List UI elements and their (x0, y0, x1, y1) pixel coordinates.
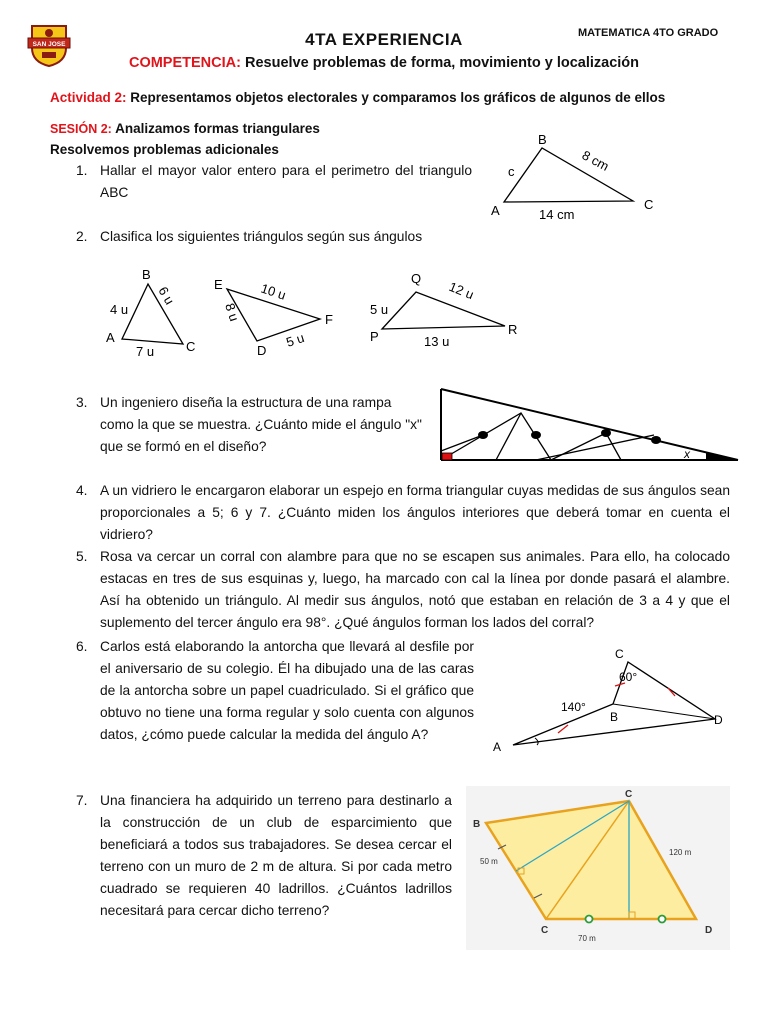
actividad-text: Representamos objetos electorales y comparamos los gráficos de algunos de ellos (126, 90, 666, 105)
vertex-a-label: A (491, 203, 500, 218)
actividad-line (50, 90, 665, 105)
torch-diagonal (613, 704, 715, 719)
t3-side-qr: 12 u (446, 278, 476, 303)
problem-text: Un ingeniero diseña la estructura de una rampa como la que se muestra. ¿Cuánto mide el ángulo "x" que se formó en el diseño? (100, 395, 422, 454)
problem-7 (76, 790, 454, 946)
side-50-label: 50 m (480, 857, 498, 866)
figure-ramp (436, 385, 742, 467)
right-angle-mark (442, 453, 452, 460)
problem-text: Hallar el mayor valor entero para el perimetro del triangulo ABC (100, 163, 472, 200)
ramp-joint (651, 436, 661, 444)
problem-text: Rosa va cercar un corral con alambre para que no se escapen sus animales. Para ello, ha colocado estacas en tres de sus esquinas y, luego, ha marcado con cal la línea por donde pasará el alambre. Así ha obtenido un triángulo. Al medir sus ángulos, notó que estaban en relación de 3 a 4 y que el suplemento del tercer ángulo era 98°. ¿Qué ángulos forman los lados del corral? (100, 549, 730, 630)
t1-side-ac: 7 u (136, 344, 155, 359)
page-title: 4TA EXPERIENCIA (305, 30, 463, 49)
side-120-label: 120 m (669, 848, 692, 857)
vertex-c-bottom-label: C (541, 925, 549, 936)
grade-label: MATEMATICA 4TO GRADO (578, 27, 719, 39)
sesion-text: Analizamos formas triangulares (111, 121, 320, 136)
midpoint-mark (659, 916, 666, 923)
midpoint-mark (586, 916, 593, 923)
ramp-strut (441, 435, 483, 451)
t1-vertex-a: A (106, 330, 115, 345)
problem-number: 7. (76, 793, 88, 808)
side-c-label: c (508, 164, 515, 179)
t2-side-ef: 10 u (259, 280, 288, 303)
figure-terrain (466, 786, 730, 950)
torch-shape (513, 662, 715, 745)
vertex-b-label: B (610, 710, 619, 724)
angle-b-label: 140° (561, 700, 586, 714)
ramp-joint (531, 431, 541, 439)
t1-vertex-c: C (186, 339, 196, 354)
sesion-line (50, 121, 320, 136)
vertex-b-label: B (473, 819, 481, 830)
problem-text: Clasifica los siguientes triángulos según sus ángulos (100, 229, 423, 244)
problem-5 (76, 546, 730, 636)
t1-side-ab: 4 u (110, 302, 129, 317)
triangle-abc-shape (504, 148, 633, 202)
ramp-hypotenuse (441, 389, 738, 460)
side-bc-label: 8 cm (579, 147, 612, 174)
competencia-text: Resuelve problemas de forma, movimiento y localización (240, 55, 640, 71)
side-70-label: 70 m (578, 934, 596, 943)
problem-4 (76, 480, 730, 548)
t3-vertex-q: Q (411, 271, 422, 286)
vertex-d-label: D (705, 925, 713, 936)
competencia-label: COMPETENCIA: (128, 55, 241, 71)
t2-side-ed: 8 u (222, 301, 242, 324)
problem-number: 4. (76, 483, 88, 498)
t2-side-df: 5 u (284, 330, 307, 350)
section-subtitle: Resolvemos problemas adicionales (50, 142, 279, 157)
problem-6 (76, 636, 476, 770)
problem-2 (76, 226, 496, 250)
t3-side-pr: 13 u (424, 334, 450, 349)
problem-text: Una financiera ha adquirido un terreno para destinarlo a la construcción de un club de esparcimiento que beneficiará a todos sus trabajadores. Se desea cercar el terreno con un muro de 2 m de altura. Si por cada metro cuadrado se requieren 40 ladrillos. ¿Cuántos ladrillos necesitará para cercar dicho terreno? (100, 793, 452, 918)
figure-triangle-abc (485, 130, 665, 225)
vertex-b-label: B (538, 132, 547, 147)
figure-torch (485, 645, 755, 755)
ramp-joint (601, 429, 611, 437)
angle-c-label: 60° (619, 670, 638, 684)
problem-text: Carlos está elaborando la antorcha que llevará al desfile por el aniversario de su colegio. Él ha dibujado una de las caras de la antorcha sobre un papel cuadriculado. Si el gráfico que obtuvo no tiene una forma regular y solo cuenta con algunos datos, ¿cómo puede calcular la medida del ángulo A? (100, 639, 474, 742)
t3-vertex-p: P (370, 329, 379, 344)
actividad-label: Actividad 2: (50, 90, 127, 105)
t3-vertex-r: R (508, 322, 518, 337)
problem-number: 3. (76, 395, 88, 410)
ramp-zigzag (441, 413, 621, 460)
logo-text: SAN JOSE (32, 41, 66, 48)
problem-text: A un vidriero le encargaron elaborar un espejo en forma triangular cuyas medidas de sus ángulos sean proporcionales a 5; 6 y 7. ¿Cuánto miden los ángulos interiores que deberá tomar en cuenta el vidriero? (100, 483, 730, 542)
problem-3 (76, 392, 430, 460)
vertex-c-label: C (644, 197, 654, 212)
vertex-d-label: D (714, 713, 723, 727)
problem-number: 6. (76, 639, 88, 654)
vertex-a-label: A (493, 740, 502, 754)
t2-vertex-f: F (325, 312, 333, 327)
problem-1 (76, 160, 476, 206)
triangle-3-shape (382, 292, 505, 329)
competencia-line (0, 55, 768, 71)
problem-number: 1. (76, 163, 88, 178)
ramp-joint (478, 431, 488, 439)
side-ac-label: 14 cm (539, 207, 575, 222)
t1-vertex-b: B (142, 267, 151, 282)
t2-vertex-e: E (214, 277, 223, 292)
vertex-c-top-label: C (625, 789, 633, 800)
t2-vertex-d: D (257, 343, 267, 358)
sesion-label: SESIÓN 2: (50, 122, 112, 136)
figure-three-triangles (100, 262, 530, 362)
angle-x-label: x (684, 447, 690, 461)
problem-number: 5. (76, 549, 88, 564)
vertex-c-label: C (615, 647, 624, 661)
t1-side-bc: 6 u (155, 284, 178, 308)
problem-number: 2. (76, 229, 88, 244)
t3-side-pq: 5 u (370, 302, 389, 317)
